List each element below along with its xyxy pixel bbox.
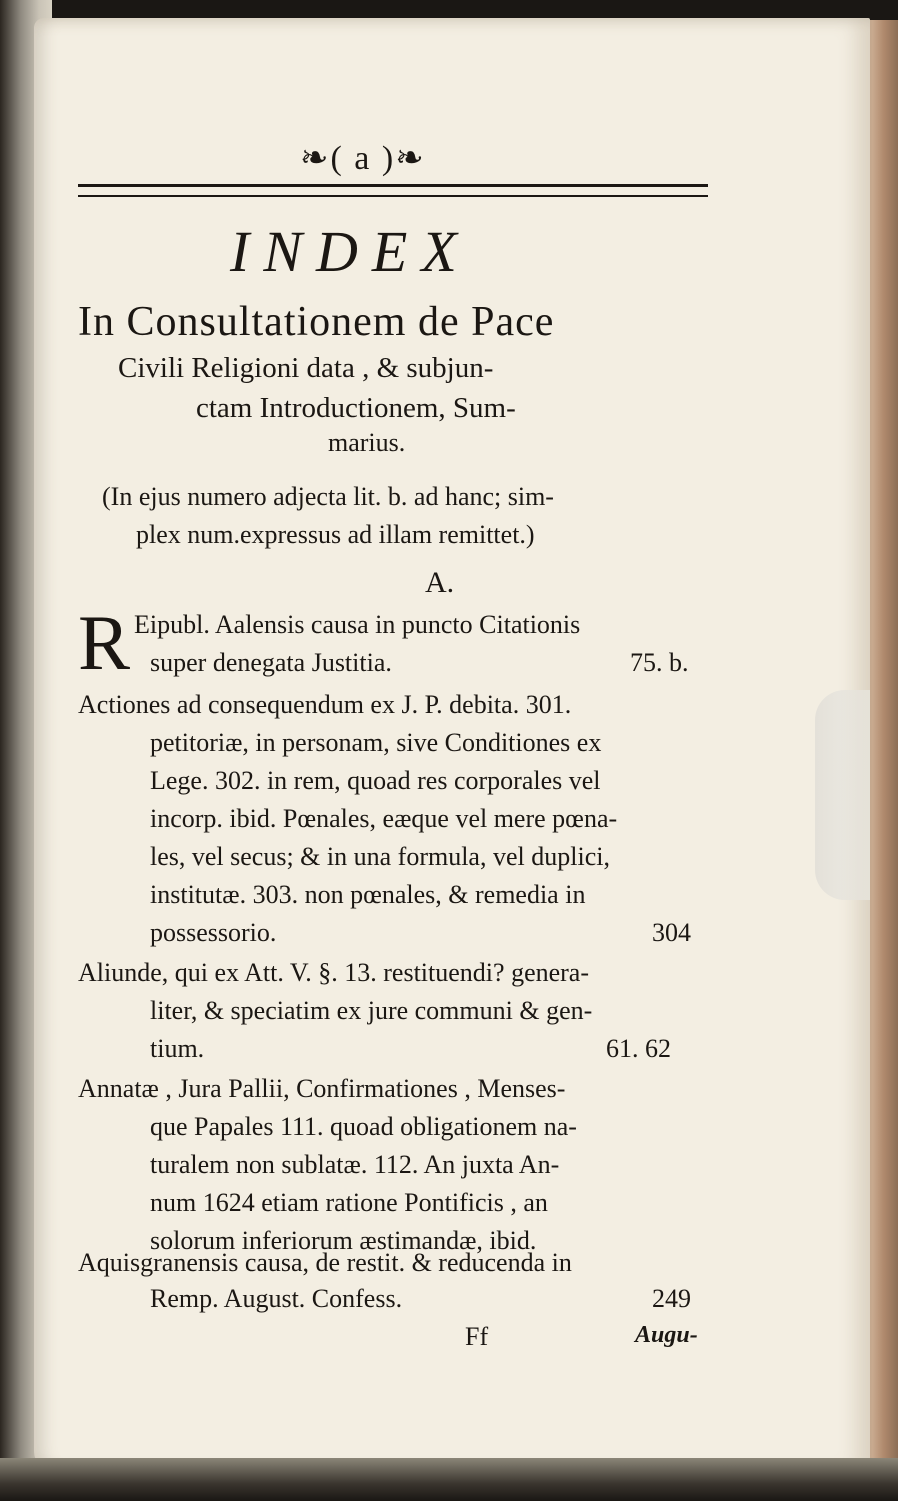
bottom-edge — [0, 1458, 898, 1501]
entry-line-19: Remp. August. Confess. — [150, 1284, 403, 1313]
subtitle-line-3: ctam Introductionem, Sum- — [196, 392, 516, 424]
entry-line-5: Lege. 302. in rem, quoad res corporales vel — [150, 766, 601, 795]
page-clip — [815, 690, 870, 900]
entry-line-16: num 1624 etiam ratione Pontificis , an — [150, 1188, 548, 1217]
page-title: INDEX — [230, 219, 471, 284]
entry-line-7: les, vel secus; & in una formula, vel duplici, — [150, 842, 610, 871]
entry-line-9: possessorio. — [150, 918, 277, 947]
page-ref-1: 75. b. — [630, 648, 689, 677]
drop-cap: R — [78, 599, 131, 686]
entry-line-10: Aliunde, qui ex Att. V. §. 13. restituendi? genera- — [78, 958, 589, 987]
page-ref-4: 249 — [652, 1284, 691, 1313]
entry-line-13: Annatæ , Jura Pallii, Confirmationes , Menses- — [78, 1074, 566, 1103]
entry-line-4: petitoriæ, in personam, sive Conditiones ex — [150, 728, 602, 757]
entry-line-2: super denegata Justitia. — [150, 648, 392, 677]
entry-line-12: tium. — [150, 1034, 205, 1063]
entry-line-3: Actiones ad consequendum ex J. P. debita. 301. — [78, 690, 572, 719]
entry-line-15: turalem non sublatæ. 112. An juxta An- — [150, 1150, 560, 1179]
entry-line-18: Aquisgranensis causa, de restit. & reducenda in — [78, 1248, 572, 1277]
entry-line-6: incorp. ibid. Pœnales, eæque vel mere pœna- — [150, 804, 618, 833]
catchword: Augu- — [635, 1322, 698, 1348]
section-letter: A. — [425, 566, 455, 599]
note-line-1: (In ejus numero adjecta lit. b. ad hanc; sim- — [102, 482, 554, 511]
entry-line-17: solorum inferiorum æstimandæ, ibid. — [150, 1226, 537, 1255]
header-rule — [78, 184, 708, 197]
entry-line-1: Eipubl. Aalensis causa in puncto Citationis — [134, 610, 581, 639]
header-ornament: ❧( a )❧ — [300, 140, 426, 177]
subtitle-line-1: In Consultationem de Pace — [78, 299, 555, 345]
signature-mark: Ff — [465, 1322, 489, 1351]
page-ref-2: 304 — [652, 918, 691, 947]
entry-line-11: liter, & speciatim ex jure communi & gen- — [150, 996, 593, 1025]
entry-line-14: que Papales 111. quoad obligationem na- — [150, 1112, 577, 1141]
subtitle-line-2: Civili Religioni data , & subjun- — [118, 352, 494, 384]
page-ref-3: 61. 62 — [606, 1034, 671, 1063]
entry-line-8: institutæ. 303. non pœnales, & remedia in — [150, 880, 586, 909]
subtitle-line-4: marius. — [328, 428, 406, 457]
note-line-2: plex num.expressus ad illam remittet.) — [136, 520, 535, 549]
